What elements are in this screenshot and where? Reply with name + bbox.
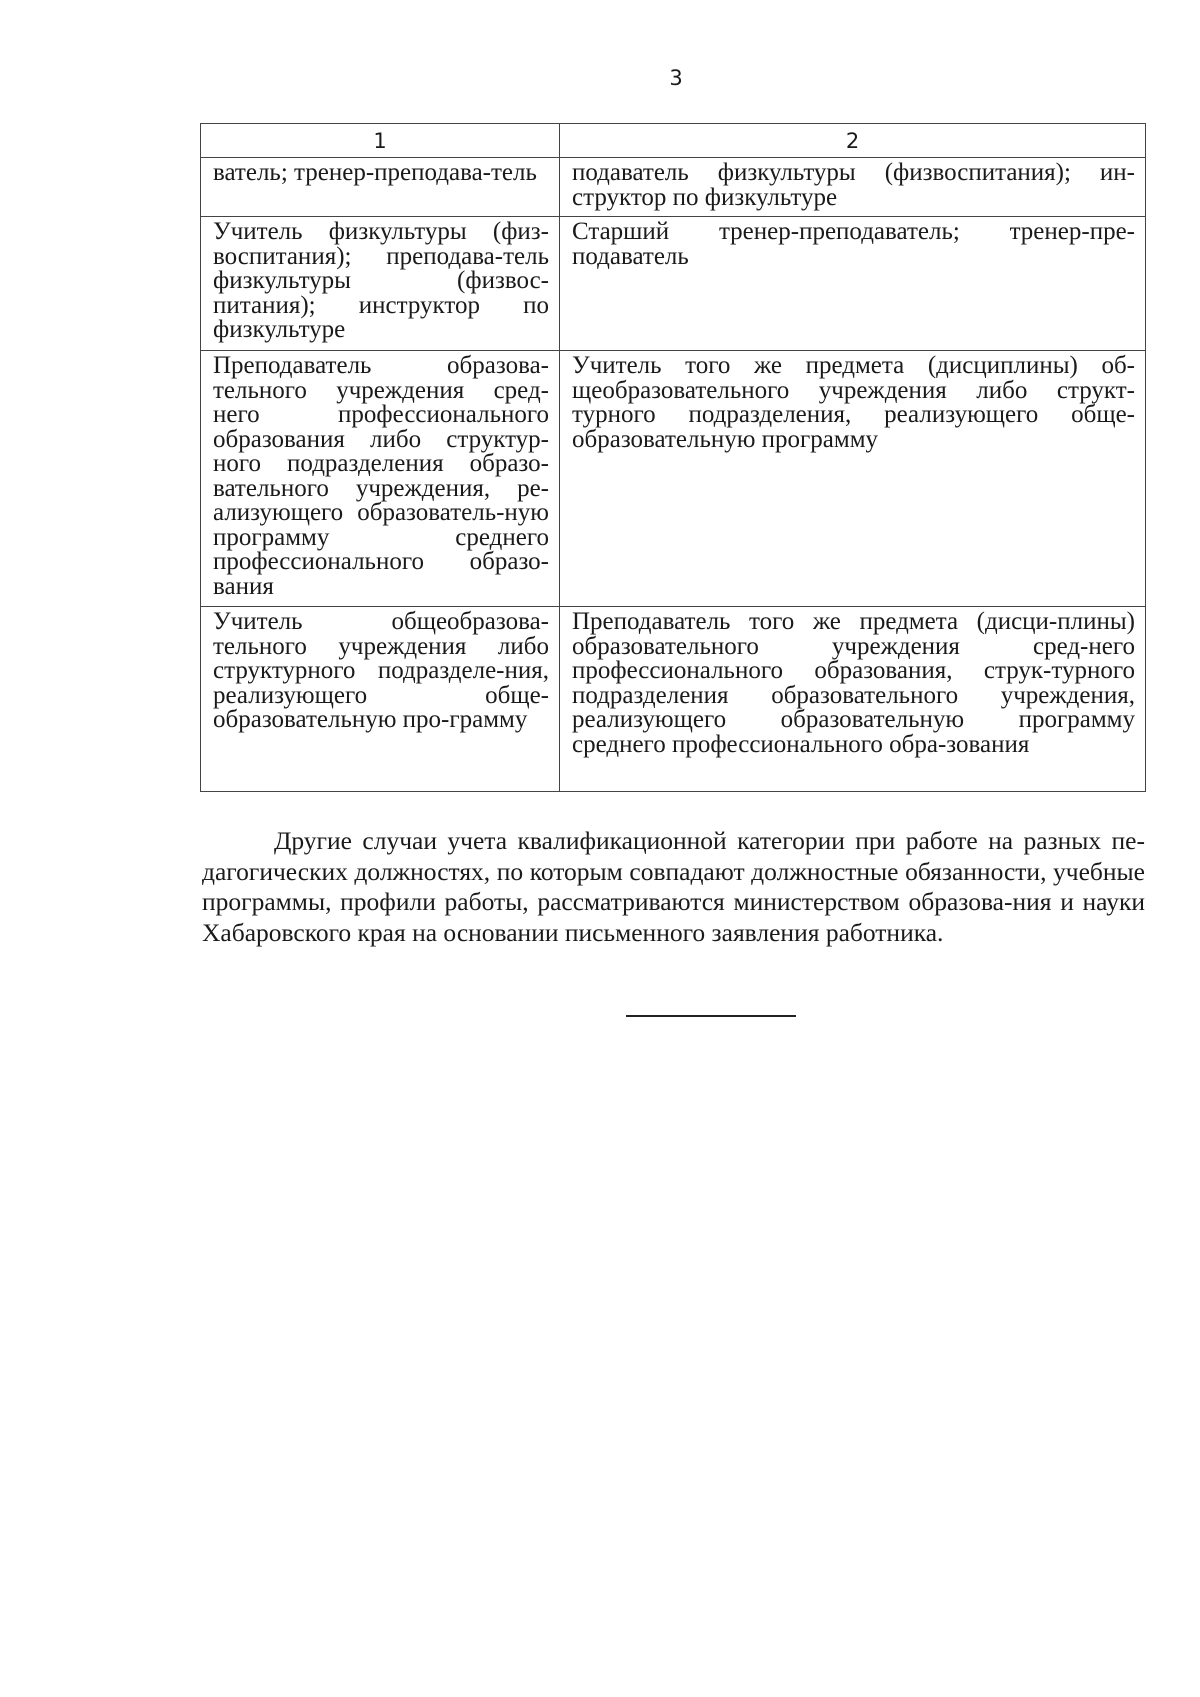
table-cell-position: Учитель физкультуры (физ-воспитания); преподава-тель физкультуры (физвос-питания); инструктор по физкультуре xyxy=(201,217,560,351)
table-row xyxy=(201,607,1146,792)
table-cell-equivalent-position: Учитель того же предмета (дисциплины) об-щеобразовательного учреждения либо структ-турного подразделения, реализующего обще-образовательную программу xyxy=(560,351,1146,607)
end-of-document-rule xyxy=(626,1015,796,1017)
table-cell-equivalent-position: Преподаватель того же предмета (дисци-плины) образовательного учреждения сред-него профессионального образования, струк-турного подразделения образовательного учреждения, реализующего образовательную программу среднего профессионального обра-зования xyxy=(560,607,1146,792)
table-row xyxy=(201,217,1146,351)
table-row xyxy=(201,158,1146,217)
table-cell-position: Учитель общеобразова-тельного учреждения либо структурного подразделе-ния, реализующего обще-образовательную про-грамму xyxy=(201,607,560,792)
table-header-row xyxy=(201,124,1146,158)
column-header-1: 1 xyxy=(201,124,560,158)
closing-paragraph: Другие случаи учета квалификационной категории при работе на разных пе-дагогических должностях, по которым совпадают должностные обязанности, учебные программы, профили работы, рассматриваются министерством образова-ния и науки Хабаровского края на основании письменного заявления работника. xyxy=(202,826,1145,947)
positions-table xyxy=(200,123,1146,792)
column-header-2: 2 xyxy=(560,124,1146,158)
page-number: 3 xyxy=(669,66,683,90)
table-cell-position: Преподаватель образова-тельного учреждения сред-него профессионального образования либо структур-ного подразделения образо-вательного учреждения, ре-ализующего образователь-ную программу среднего профессионального образо-вания xyxy=(201,351,560,607)
table-row xyxy=(201,351,1146,607)
table-cell-position: ватель; тренер-преподава-тель xyxy=(201,158,560,217)
table-cell-equivalent-position: Старший тренер-преподаватель; тренер-пре-подаватель xyxy=(560,217,1146,351)
table-cell-equivalent-position: подаватель физкультуры (физвоспитания); ин-структор по физкультуре xyxy=(560,158,1146,217)
